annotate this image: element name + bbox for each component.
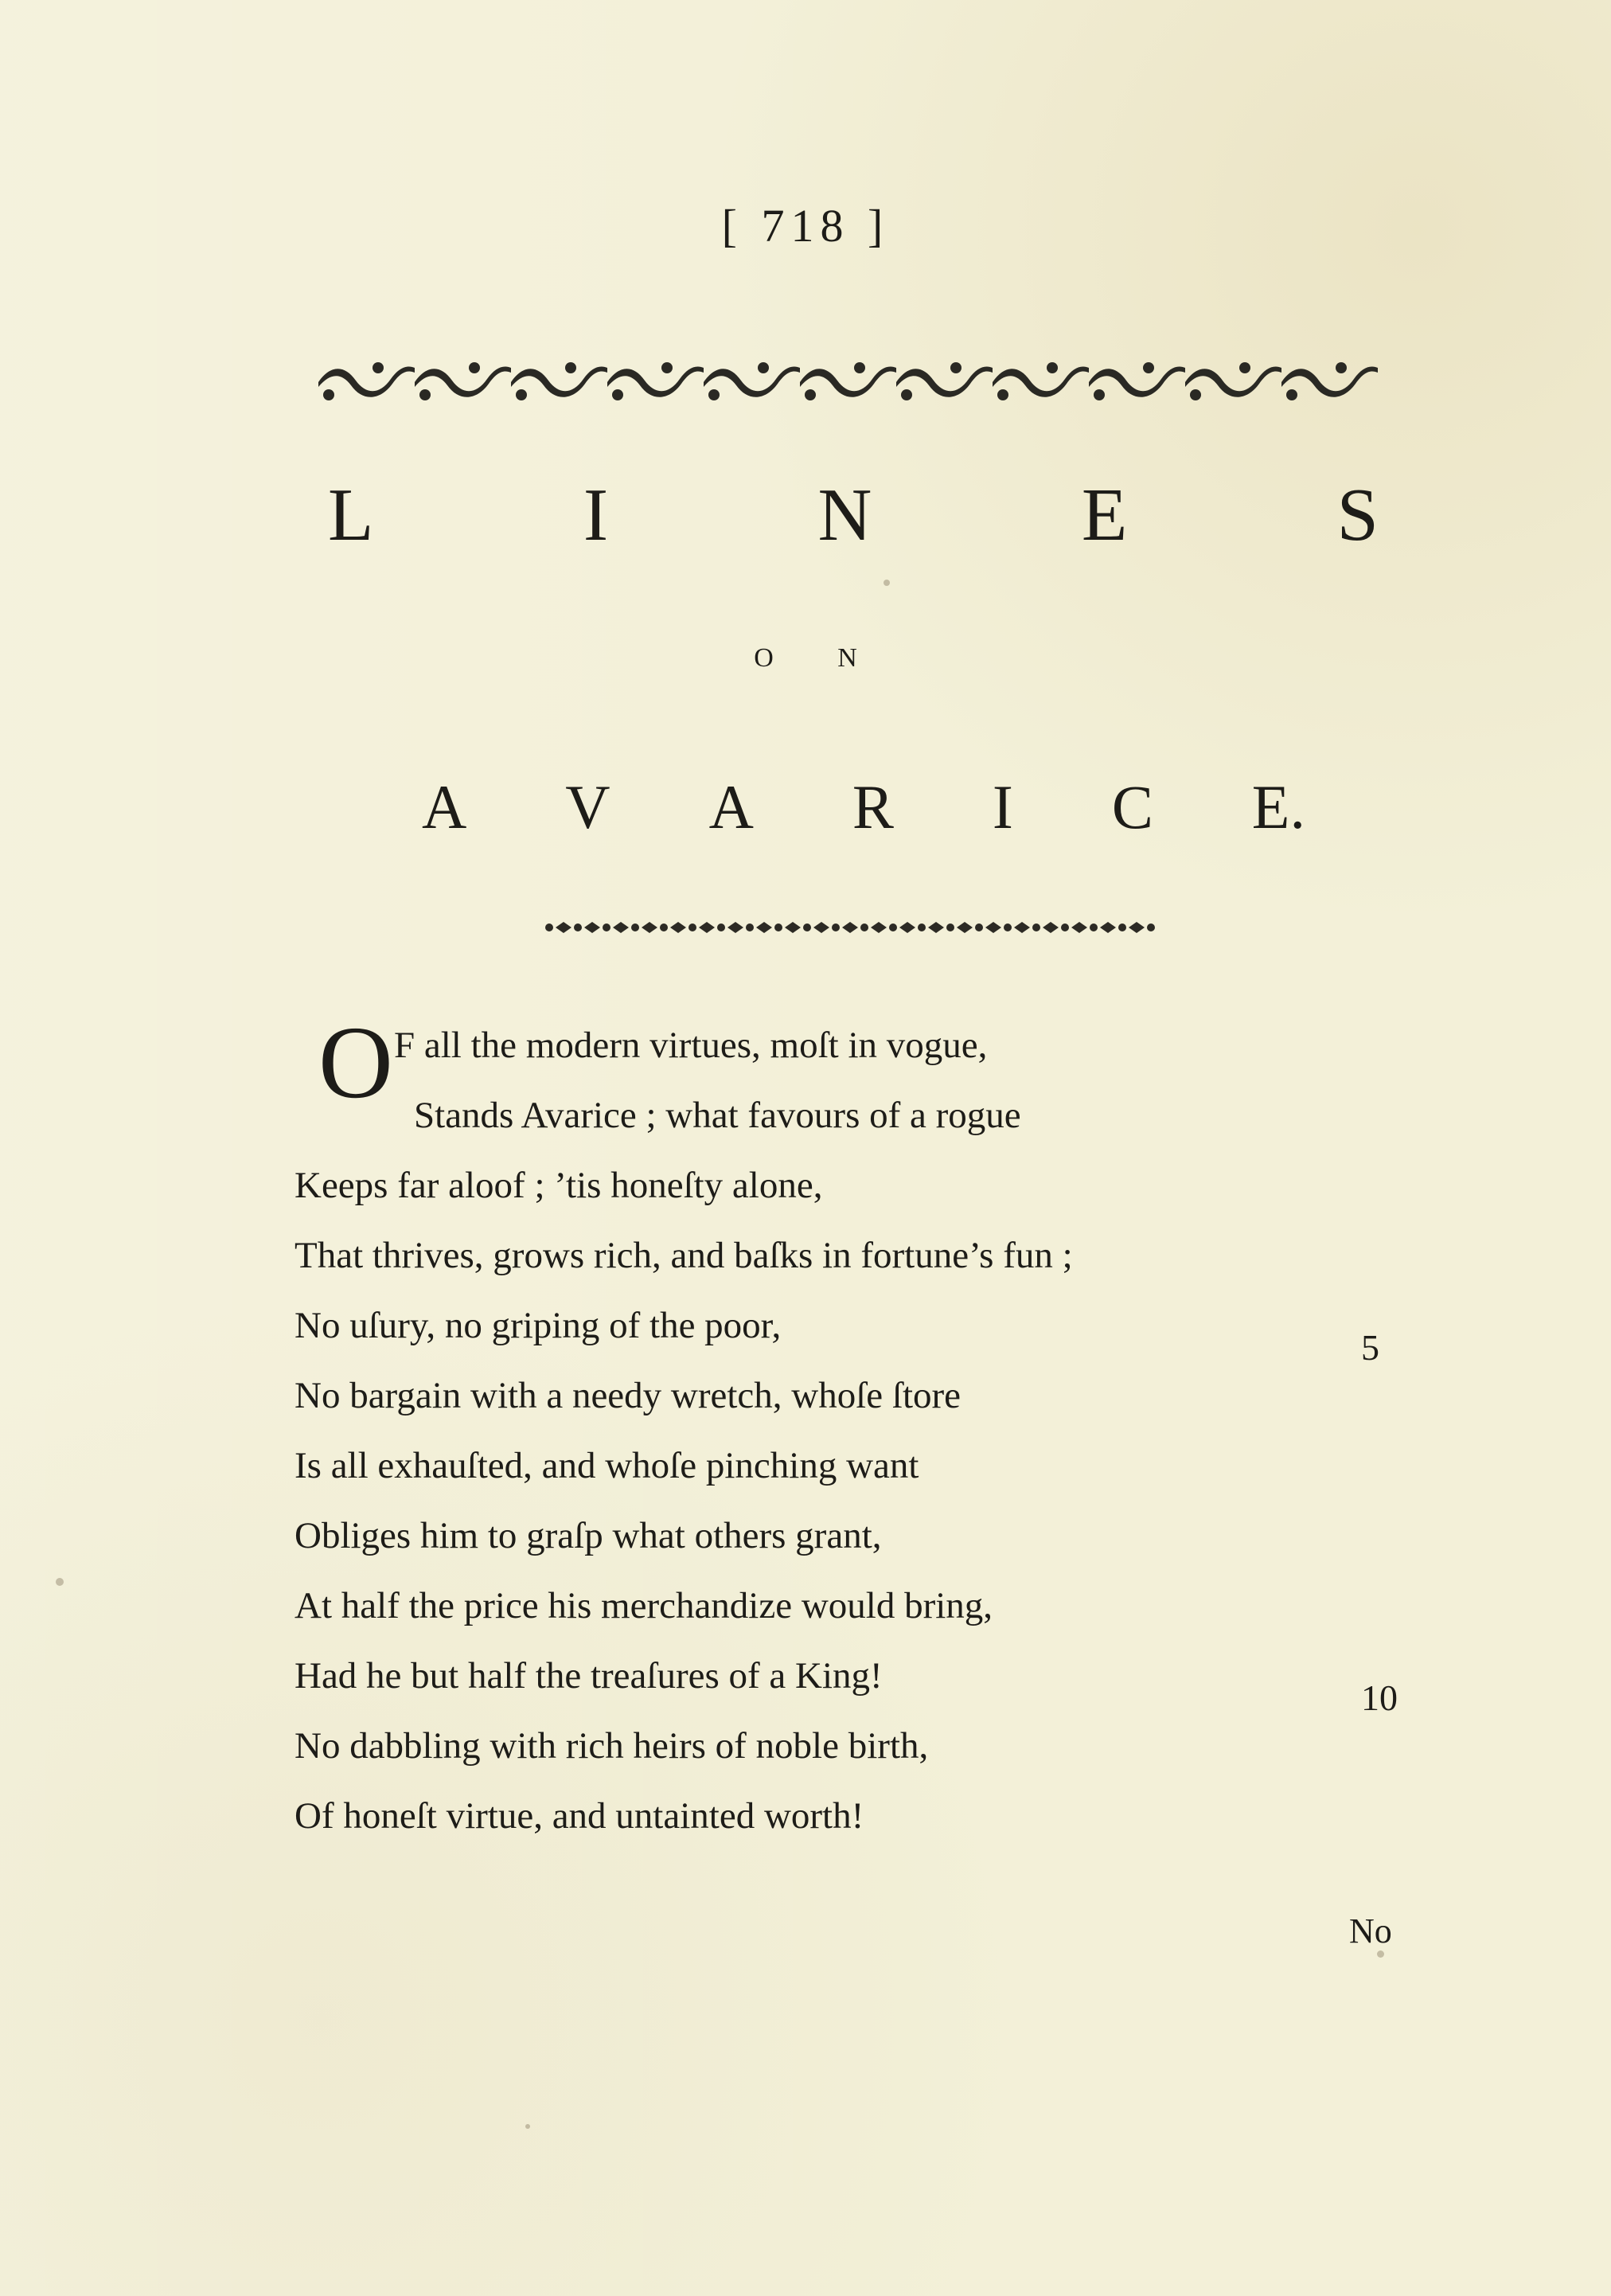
title-letter: E [1081, 474, 1128, 556]
poem-line: Obliges him to graſp what others grant, [295, 1515, 882, 1556]
poem-line: No bargain with a needy wretch, whoſe ſtore [295, 1375, 962, 1416]
poem-line: At half the price his merchandize would bring, [295, 1585, 993, 1626]
title-lines [328, 474, 1379, 556]
catchword: No [1349, 1911, 1392, 1950]
poem-line: Is all exhauſted, and whoſe pinching want [295, 1445, 919, 1486]
subtitle-letter: A [708, 772, 754, 841]
drop-cap: O [318, 1005, 393, 1120]
page-number: [ 718 ] [721, 200, 890, 252]
subtitle-letter: E. [1251, 772, 1305, 841]
line-number-10: 10 [1361, 1677, 1398, 1718]
ornament-motif [318, 362, 415, 400]
paper-speck [1377, 1950, 1384, 1958]
subtitle-avarice [422, 772, 1305, 841]
title-letter: N [817, 474, 872, 556]
poem-line: Stands Avarice ; what favours of a rogue [414, 1095, 1021, 1136]
poem-text [295, 1005, 1425, 1943]
subtitle-letter: A [422, 772, 467, 841]
subtitle-on: O N [754, 643, 886, 673]
line-number-5: 5 [1361, 1327, 1379, 1368]
top-ornament-band [314, 349, 1421, 404]
subtitle-letter: V [565, 772, 610, 841]
paper-speck [884, 580, 890, 586]
poem-line: Of honeſt virtue, and untainted worth! [295, 1795, 864, 1837]
subtitle-letter: C [1111, 772, 1153, 841]
poem-line: No dabbling with rich heirs of noble birth, [295, 1725, 929, 1767]
divider-ornament [541, 918, 1162, 937]
poem-line: Keeps far aloof ; ’tis honeſty alone, [295, 1165, 823, 1206]
paper-speck [525, 2124, 530, 2129]
poem-line: That thrives, grows rich, and baſks in fortune’s fun ; [295, 1235, 1073, 1276]
poem-line: No uſury, no griping of the poor, [295, 1305, 782, 1346]
subtitle-letter: I [992, 772, 1013, 841]
subtitle-letter: R [852, 772, 894, 841]
title-letter: S [1336, 474, 1379, 556]
title-letter: L [328, 474, 374, 556]
poem-line: Had he but half the treaſures of a King! [295, 1655, 883, 1697]
poem-line: F all the modern virtues, moſt in vogue, [394, 1025, 988, 1066]
paper-speck [56, 1578, 64, 1586]
title-letter: I [583, 474, 609, 556]
